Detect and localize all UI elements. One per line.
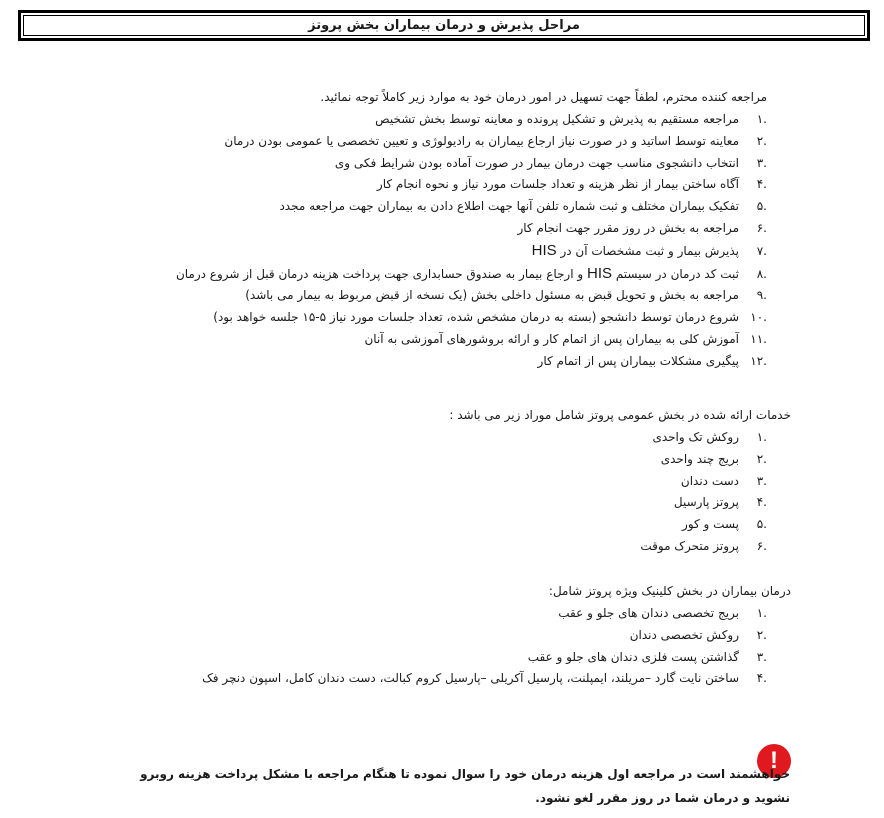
warning-note: خواهشمند است در مراجعه اول هزینه درمان خود را سوال نموده تا هنگام مراجعه با مشکل پرداخت هزینه روبرو نشوید و درمان شما در روز مقرر لغو نشود. [140,767,790,805]
services-list [640,427,767,558]
steps-list [176,109,767,373]
services-heading: خدمات ارائه شده در بخش عمومی پروتز شامل موراد زیر می باشد : [449,408,791,422]
warning-icon: ! [757,744,791,778]
list-item: .۸ ثبت کد درمان در سیستم HIS و ارجاع بیمار به صندوق حسابداری جهت پرداخت هزینه درمان قبل از شروع درمان [175,264,767,282]
list-item: .۱۰ شروع درمان توسط دانشجو (بسته به درمان مشخص شده، تعداد جلسات مورد نیاز ۵-۱۵ جلسه خواهد بود) [213,310,767,325]
clinic-list [202,603,767,690]
title-box [18,10,870,41]
list-item: .۲ معاینه توسط اساتید و در صورت نیاز ارجاع بیماران به رادیولوژی و تعیین تخصصی یا عمومی بودن درمان [224,133,767,148]
list-item: .۱ بریج تخصصی دندان های جلو و عقب [558,606,767,620]
list-item: .۴ ساختن نایت گارد –مریلند، ایمپلنت، پارسیل آکریلی –پارسیل کروم کبالت، دست دندان کامل، اسپون دنچر فک [202,671,767,686]
list-item: .۹ مراجعه به بخش و تحویل قبض به مسئول داخلی بخش (یک نسخه از قبض مربوط به بیمار می باشد) [245,288,767,303]
list-item: .۵ پست و کور [682,517,767,532]
list-item: .۱۱ آموزش کلی به بیماران پس از اتمام کار و ارائه بروشورهای آموزشی به آنان [364,331,767,346]
list-item: .۱۲ پیگیری مشکلات بیماران پس از اتمام کار [537,353,767,368]
list-item: .۷ پذیرش بیمار و ثبت مشخصات آن در HIS [531,241,767,259]
clinic-heading: درمان بیماران در بخش کلینیک ویژه پروتز شامل: [548,584,791,598]
his-label: HIS [531,241,557,259]
list-item: .۶ مراجعه به بخش در روز مقرر جهت انجام کار [517,220,767,235]
list-item: .۴ پروتز پارسیل [673,495,767,510]
list-item: .۵ تفکیک بیماران مختلف و ثبت شماره تلفن آنها جهت اطلاع دادن به بیماران جهت مراجعه مجدد [279,199,767,214]
list-item: .۱ روکش تک واحدی [652,430,767,444]
list-item: .۳ گذاشتن پست فلزی دندان های جلو و عقب [527,649,767,664]
list-item: .۶ پروتز متحرک موقت [640,538,767,553]
list-item: .۳ انتخاب دانشجوی مناسب جهت درمان بیمار در صورت آماده بودن شرایط فکی وی [334,155,767,170]
list-item: .۴ آگاه ساختن بیمار از نظر هزینه و تعداد جلسات مورد نیاز و نحوه انجام کار [376,177,767,192]
list-item: .۲ بریج چند واحدی [660,451,767,466]
list-item: .۲ روکش تخصصی دندان [629,627,767,642]
page-title: مراحل پذیرش و درمان بیماران بخش پروتز [23,15,865,36]
his-label: HIS [586,264,612,282]
list-item: .۳ دست دندان [680,473,767,488]
list-item: .۱ مراجعه مستقیم به پذیرش و تشکیل پرونده و معاینه توسط بخش تشخیص [375,112,767,126]
intro-text: مراجعه کننده محترم، لطفاً جهت تسهیل در امور درمان خود به موارد زیر کاملاً توجه نمائید. [320,90,767,104]
